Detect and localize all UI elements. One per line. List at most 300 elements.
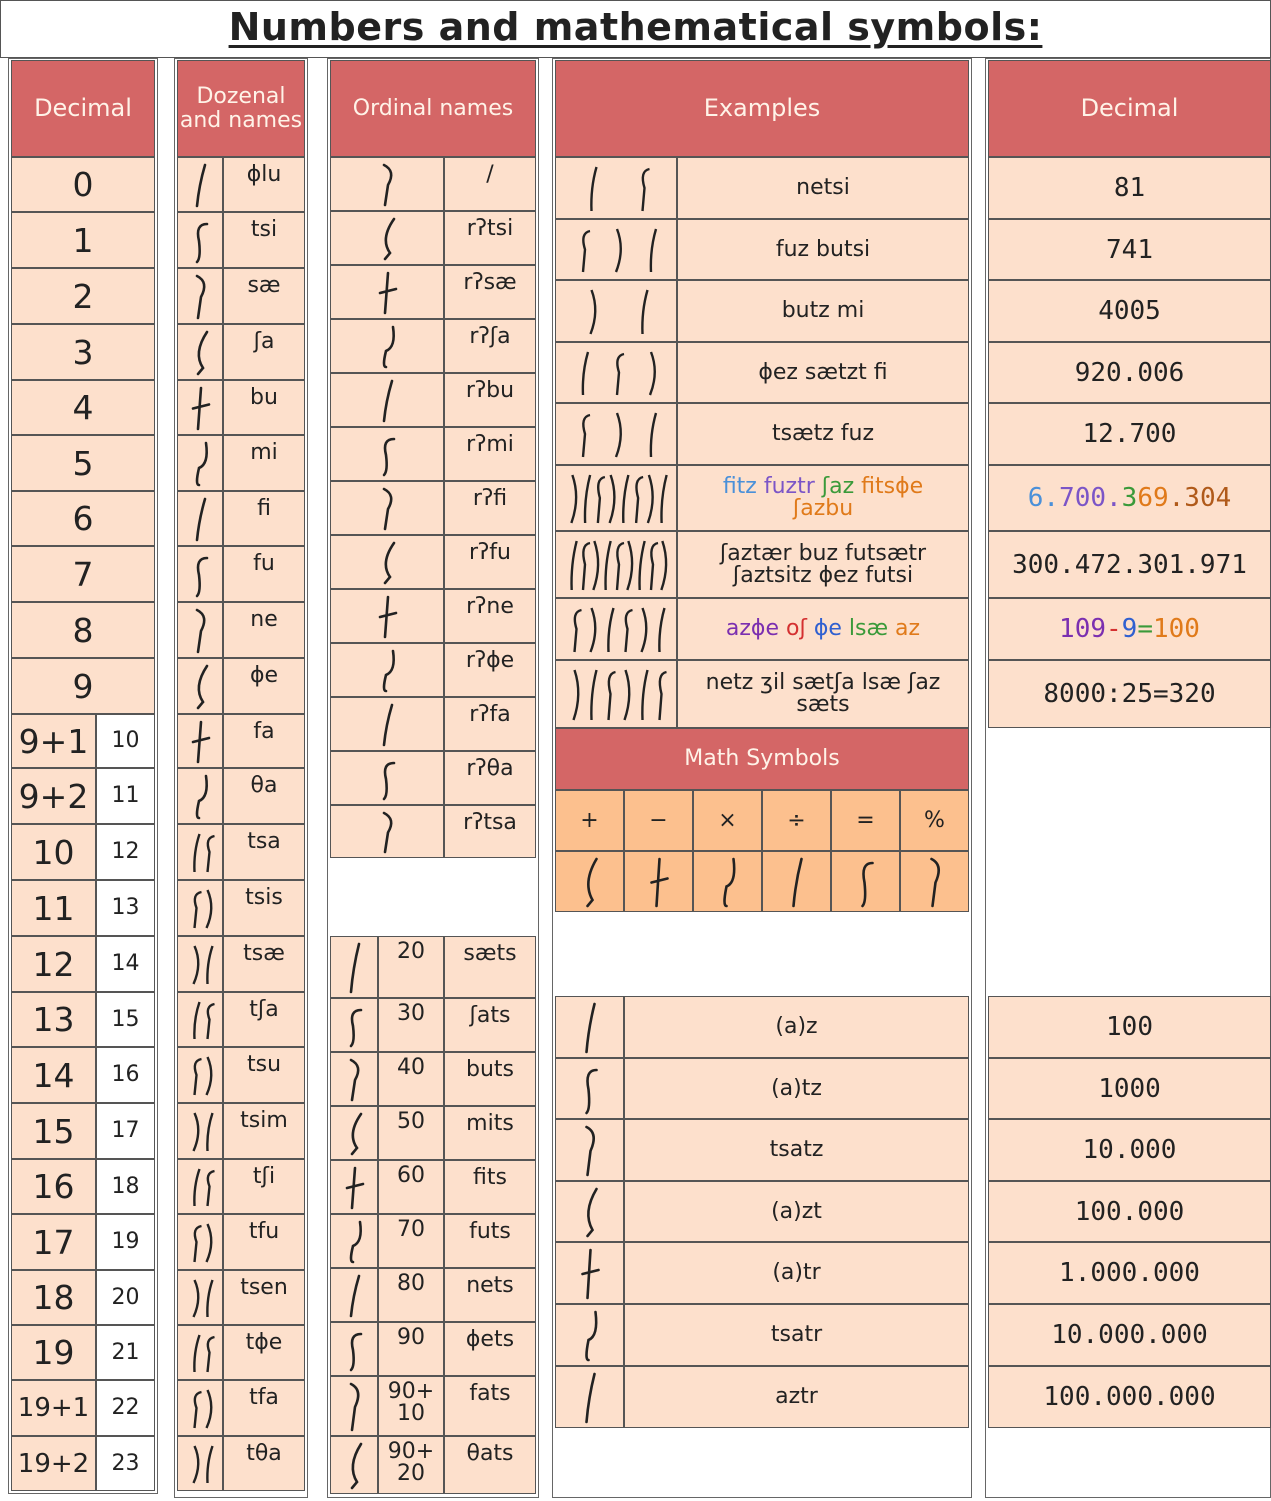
colored-number-part: 9	[1121, 614, 1138, 644]
power-glyph-cell	[555, 1304, 624, 1366]
dozenal-glyph-cell-icon	[178, 1436, 222, 1491]
decimal-value-cell: 23	[96, 1436, 155, 1491]
example-glyph-cell	[555, 531, 677, 598]
decimal-digit-cell: 7	[11, 546, 155, 602]
colored-number-part: 6.	[1027, 483, 1060, 513]
ordinal-header: Ordinal names	[330, 60, 536, 157]
dozenal-name-cell: tʃa	[223, 992, 305, 1047]
ordinal-name-cell: rʔfi	[444, 481, 536, 535]
dozenal-glyph-cell	[177, 714, 223, 768]
dozenal-glyph-cell-icon	[178, 1270, 222, 1325]
dozenal-glyph-cell-icon	[178, 380, 222, 435]
tens-glyph-cell-icon	[331, 1322, 377, 1376]
dozenal-name-cell: tθa	[223, 1436, 305, 1491]
power-glyph-cell-icon	[556, 1058, 623, 1119]
colored-number-part: 3	[1121, 483, 1138, 513]
dozenal-name-cell: tsi	[223, 212, 305, 268]
dozenal-glyph-cell	[177, 1325, 223, 1380]
ordinal-glyph-cell	[330, 373, 444, 427]
decimal-value-cell: 19	[96, 1214, 155, 1270]
math-symbol-cell: +	[555, 790, 624, 851]
example-glyph-cell-icon	[556, 342, 676, 403]
colored-example-line2: ʃazbu	[792, 496, 854, 521]
decimal-expr-cell: 16	[11, 1159, 96, 1214]
dozenal-glyph-cell	[177, 880, 223, 936]
decimal-value-cell: 17	[96, 1103, 155, 1159]
dozenal-glyph-cell-icon	[178, 936, 222, 992]
ordinal-name-cell: rʔθa	[444, 751, 536, 805]
power-name-cell: (a)tz	[624, 1058, 969, 1119]
tens-glyph-cell	[330, 1214, 378, 1268]
math-symbol-cell: %	[900, 790, 969, 851]
math-symbol-cell: −	[624, 790, 693, 851]
tens-name-cell: buts	[444, 1052, 536, 1106]
dozenal-glyph-cell	[177, 324, 223, 380]
tens-number-cell: 30	[378, 998, 444, 1052]
tens-number-cell: 50	[378, 1106, 444, 1160]
power-name-cell: tsatr	[624, 1304, 969, 1366]
example-text-cell: tsætz fuz	[677, 403, 969, 465]
colored-word: ʃaz	[821, 474, 862, 499]
decimal-value-cell: 22	[96, 1380, 155, 1436]
ordinal-glyph-cell-icon	[331, 265, 443, 319]
tens-number-cell: 80	[378, 1268, 444, 1322]
ordinal-glyph-cell	[330, 211, 444, 265]
page-title: Numbers and mathematical symbols:	[228, 5, 1043, 49]
ordinal-glyph-cell	[330, 805, 444, 858]
tens-name-cell: futs	[444, 1214, 536, 1268]
dozenal-glyph-cell-icon	[178, 824, 222, 880]
dozenal-glyph-cell	[177, 268, 223, 324]
decimal-expr-cell: 12	[11, 936, 96, 992]
dozenal-glyph-cell-icon	[178, 1047, 222, 1103]
ordinal-glyph-cell-icon	[331, 643, 443, 697]
decimal-right-cell: 8000:25=320	[988, 660, 1271, 728]
decimal-value-cell: 18	[96, 1159, 155, 1214]
decimal-digit-cell: 1	[11, 212, 155, 268]
ordinal-glyph-cell	[330, 751, 444, 805]
example-glyph-cell-icon	[556, 403, 676, 465]
decimal-digit-cell: 8	[11, 602, 155, 658]
ordinal-glyph-cell-icon	[331, 805, 443, 858]
decimal-expr-cell: 19+1	[11, 1380, 96, 1436]
math-symbol-glyph-cell	[762, 851, 831, 912]
decimal-digit-cell: 3	[11, 324, 155, 380]
example-text-cell: ʃaztær buz futsætr ʃaztsitz ɸez futsi	[677, 531, 969, 598]
example-glyph-cell-icon	[556, 157, 676, 219]
math-symbol-cell: ×	[693, 790, 762, 851]
tens-glyph-cell	[330, 1268, 378, 1322]
dozenal-glyph-cell-icon	[178, 714, 222, 768]
power-name-cell: tsatz	[624, 1119, 969, 1181]
example-text-cell: fuz butsi	[677, 219, 969, 280]
power-glyph-cell	[555, 1181, 624, 1242]
ordinal-glyph-cell	[330, 589, 444, 643]
colored-word: fitz	[722, 474, 764, 499]
math-symbol-glyph-cell	[693, 851, 762, 912]
colored-word: fitsɸe	[861, 474, 924, 499]
power-decimal-cell: 1000	[988, 1058, 1271, 1119]
math-symbol-cell: =	[831, 790, 900, 851]
example-glyph-cell-icon	[556, 531, 676, 598]
decimal-digit-cell: 2	[11, 268, 155, 324]
tens-name-cell: fats	[444, 1376, 536, 1436]
example-glyph-cell	[555, 219, 677, 280]
power-decimal-cell: 100	[988, 996, 1271, 1058]
ordinal-glyph-cell-icon	[331, 535, 443, 589]
decimal-right-cell: 12.700	[988, 403, 1271, 465]
dozenal-glyph-cell	[177, 1214, 223, 1270]
ordinal-glyph-cell-icon	[331, 373, 443, 427]
example-text-cell: netz ʒil sætʃa lsæ ʃaz sæts	[677, 660, 969, 728]
dozenal-glyph-cell-icon	[178, 880, 222, 936]
dozenal-glyph-cell	[177, 992, 223, 1047]
example-glyph-cell-icon	[556, 660, 676, 728]
tens-name-cell: ʃats	[444, 998, 536, 1052]
colored-example-line	[723, 476, 923, 498]
dozenal-name-cell: fu	[223, 546, 305, 602]
power-glyph-cell-icon	[556, 1304, 623, 1366]
dozenal-glyph-cell-icon	[178, 1103, 222, 1159]
tens-glyph-cell-icon	[331, 1376, 377, 1436]
dozenal-name-cell: tsa	[223, 824, 305, 880]
ordinal-glyph-cell	[330, 427, 444, 481]
colored-word: lsæ	[848, 616, 896, 641]
examples-header: Examples	[555, 60, 969, 157]
dozenal-glyph-cell-icon	[178, 1325, 222, 1380]
decimal-value-cell: 10	[96, 714, 155, 768]
dozenal-name-cell: tsu	[223, 1047, 305, 1103]
dozenal-glyph-cell	[177, 1380, 223, 1436]
decimal-expr-cell: 18	[11, 1270, 96, 1325]
ordinal-glyph-cell-icon	[331, 481, 443, 535]
ordinal-glyph-cell	[330, 643, 444, 697]
colored-number-part: =	[1137, 614, 1153, 644]
decimal-value-cell: 15	[96, 992, 155, 1047]
dozenal-name-cell: fi	[223, 491, 305, 546]
ordinal-name-cell: rʔbu	[444, 373, 536, 427]
tens-number-cell: 90+ 10	[378, 1376, 444, 1436]
tens-glyph-cell-icon	[331, 1214, 377, 1268]
tens-glyph-cell-icon	[331, 1436, 377, 1494]
decimal-digit-cell: 5	[11, 435, 155, 491]
decimal-value-cell: 14	[96, 936, 155, 992]
dozenal-glyph-cell-icon	[178, 157, 222, 212]
example-glyph-cell	[555, 660, 677, 728]
ordinal-name-cell: rʔtsa	[444, 805, 536, 858]
decimal-value-cell: 12	[96, 824, 155, 880]
dozenal-name-cell: mi	[223, 435, 305, 491]
decimal-digit-cell: 6	[11, 491, 155, 546]
decimal-expr-cell: 19+2	[11, 1436, 96, 1491]
dozenal-name-cell: ɸe	[223, 658, 305, 714]
example-glyph-cell	[555, 157, 677, 219]
dozenal-glyph-cell-icon	[178, 212, 222, 268]
decimal-right-cell	[988, 465, 1271, 531]
example-glyph-cell-icon	[556, 465, 676, 531]
page-title-bar	[0, 0, 1271, 58]
power-decimal-cell: 10.000.000	[988, 1304, 1271, 1366]
dozenal-glyph-cell	[177, 380, 223, 435]
ordinal-name-cell: rʔfa	[444, 697, 536, 751]
decimal-value-cell: 20	[96, 1270, 155, 1325]
ordinal-glyph-cell	[330, 265, 444, 319]
dozenal-name-cell: tɸe	[223, 1325, 305, 1380]
dozenal-name-cell: ʃa	[223, 324, 305, 380]
dozenal-glyph-cell	[177, 936, 223, 992]
colored-number-part: 700.	[1059, 483, 1122, 513]
dozenal-glyph-cell-icon	[178, 768, 222, 824]
decimal-right-cell: 920.006	[988, 342, 1271, 403]
colored-word: ɸe	[813, 616, 849, 641]
dozenal-name-cell: ɸlu	[223, 157, 305, 212]
decimal-header: Decimal	[11, 60, 155, 157]
tens-name-cell: sæts	[444, 936, 536, 998]
decimal-right-cell: 4005	[988, 280, 1271, 342]
tens-glyph-cell	[330, 1106, 378, 1160]
decimal-expr-cell: 17	[11, 1214, 96, 1270]
power-decimal-cell: 1.000.000	[988, 1242, 1271, 1304]
dozenal-name-cell: tsæ	[223, 936, 305, 992]
colored-word: oʃ	[785, 616, 814, 641]
dozenal-name-cell: sæ	[223, 268, 305, 324]
dozenal-glyph-cell-icon	[178, 268, 222, 324]
power-glyph-cell-icon	[556, 1119, 623, 1181]
example-text-cell: ɸez sætzt fi	[677, 342, 969, 403]
power-glyph-cell-icon	[556, 996, 623, 1058]
decimal-value-cell: 16	[96, 1047, 155, 1103]
dozenal-glyph-cell	[177, 157, 223, 212]
tens-glyph-cell-icon	[331, 998, 377, 1052]
tens-number-cell: 60	[378, 1160, 444, 1214]
dozenal-name-cell: tʃi	[223, 1159, 305, 1214]
dozenal-name-cell: θa	[223, 768, 305, 824]
dozenal-glyph-cell	[177, 212, 223, 268]
math-symbol-glyph-cell-icon	[556, 851, 623, 912]
dozenal-glyph-cell-icon	[178, 1214, 222, 1270]
decimal-right-cell: 300.472.301.971	[988, 531, 1271, 598]
colored-number-part: 100	[1152, 614, 1200, 644]
colored-example-text	[726, 618, 920, 640]
colored-number-part: .304	[1168, 483, 1232, 513]
decimal-right-cell: 741	[988, 219, 1271, 280]
dozenal-name-cell: tfa	[223, 1380, 305, 1436]
ordinal-glyph-cell	[330, 481, 444, 535]
ordinal-name-cell: rʔsæ	[444, 265, 536, 319]
dozenal-name-cell: fa	[223, 714, 305, 768]
example-text-cell	[677, 465, 969, 531]
ordinal-name-cell: rʔne	[444, 589, 536, 643]
colored-word: az	[895, 616, 921, 641]
math-symbols-header: Math Symbols	[555, 728, 969, 790]
decimal-expr-cell: 9+2	[11, 768, 96, 824]
dozenal-glyph-cell-icon	[178, 491, 222, 546]
ordinal-glyph-cell	[330, 319, 444, 373]
dozenal-glyph-cell	[177, 1436, 223, 1491]
decimal-expr-cell: 10	[11, 824, 96, 880]
decimal-digit-cell: 0	[11, 157, 155, 212]
ordinal-name-cell: rʔtsi	[444, 211, 536, 265]
decimal-digit-cell: 4	[11, 380, 155, 435]
math-symbol-glyph-cell-icon	[763, 851, 830, 912]
tens-number-cell: 90	[378, 1322, 444, 1376]
tens-name-cell: mits	[444, 1106, 536, 1160]
ordinal-glyph-cell-icon	[331, 319, 443, 373]
colored-word: azɸe	[725, 616, 786, 641]
decimal-value-cell: 13	[96, 880, 155, 936]
decimal-value-cell: 21	[96, 1325, 155, 1380]
example-glyph-cell	[555, 598, 677, 660]
tens-name-cell: ɸets	[444, 1322, 536, 1376]
dozenal-glyph-cell-icon	[178, 602, 222, 658]
dozenal-glyph-cell	[177, 546, 223, 602]
colored-number-part: -	[1106, 614, 1122, 644]
decimal-expr-cell: 15	[11, 1103, 96, 1159]
dozenal-name-cell: tfu	[223, 1214, 305, 1270]
dozenal-glyph-cell	[177, 491, 223, 546]
decimal-value-cell: 11	[96, 768, 155, 824]
dozenal-name-cell: tsen	[223, 1270, 305, 1325]
ordinal-glyph-cell	[330, 535, 444, 589]
ordinal-glyph-cell-icon	[331, 157, 443, 211]
dozenal-glyph-cell	[177, 602, 223, 658]
dozenal-glyph-cell	[177, 1270, 223, 1325]
dozenal-glyph-cell	[177, 1159, 223, 1214]
dozenal-glyph-cell	[177, 435, 223, 491]
ordinal-name-cell: /	[444, 157, 536, 211]
tens-glyph-cell	[330, 1376, 378, 1436]
tens-glyph-cell	[330, 1160, 378, 1214]
power-glyph-cell	[555, 1119, 624, 1181]
tens-glyph-cell	[330, 1322, 378, 1376]
tens-name-cell: θats	[444, 1436, 536, 1494]
ordinal-glyph-cell-icon	[331, 697, 443, 751]
math-symbol-glyph-cell	[831, 851, 900, 912]
dozenal-glyph-cell-icon	[178, 324, 222, 380]
math-symbol-cell: ÷	[762, 790, 831, 851]
example-text-cell: butz mi	[677, 280, 969, 342]
dozenal-glyph-cell-icon	[178, 1159, 222, 1214]
ordinal-glyph-cell-icon	[331, 589, 443, 643]
power-decimal-cell: 100.000	[988, 1181, 1271, 1242]
power-glyph-cell-icon	[556, 1242, 623, 1304]
dozenal-glyph-cell-icon	[178, 1380, 222, 1436]
decimal-right-header: Decimal	[988, 60, 1271, 157]
example-glyph-cell-icon	[556, 598, 676, 660]
ordinal-glyph-cell-icon	[331, 427, 443, 481]
power-glyph-cell	[555, 1366, 624, 1428]
dozenal-glyph-cell	[177, 1103, 223, 1159]
decimal-expr-cell: 13	[11, 992, 96, 1047]
example-glyph-cell	[555, 342, 677, 403]
ordinal-name-cell: rʔfu	[444, 535, 536, 589]
tens-name-cell: fits	[444, 1160, 536, 1214]
decimal-right-cell: 81	[988, 157, 1271, 219]
example-glyph-cell-icon	[556, 219, 676, 280]
decimal-expr-cell: 19	[11, 1325, 96, 1380]
dozenal-name-cell: bu	[223, 380, 305, 435]
dozenal-header: Dozenal and names	[177, 60, 305, 157]
tens-glyph-cell-icon	[331, 936, 377, 998]
dozenal-name-cell: ne	[223, 602, 305, 658]
tens-number-cell: 40	[378, 1052, 444, 1106]
ordinal-name-cell: rʔʃa	[444, 319, 536, 373]
ordinal-name-cell: rʔɸe	[444, 643, 536, 697]
power-glyph-cell	[555, 1058, 624, 1119]
example-glyph-cell	[555, 465, 677, 531]
dozenal-glyph-cell-icon	[178, 992, 222, 1047]
colored-number-part: 109	[1059, 614, 1107, 644]
example-glyph-cell-icon	[556, 280, 676, 342]
power-glyph-cell	[555, 996, 624, 1058]
decimal-expr-cell: 11	[11, 880, 96, 936]
ordinal-glyph-cell-icon	[331, 751, 443, 805]
power-glyph-cell-icon	[556, 1181, 623, 1242]
dozenal-glyph-cell-icon	[178, 435, 222, 491]
tens-glyph-cell	[330, 1052, 378, 1106]
tens-number-cell: 70	[378, 1214, 444, 1268]
dozenal-name-cell: tsis	[223, 880, 305, 936]
tens-glyph-cell	[330, 936, 378, 998]
dozenal-glyph-cell	[177, 1047, 223, 1103]
power-glyph-cell-icon	[556, 1366, 623, 1428]
tens-glyph-cell	[330, 1436, 378, 1494]
dozenal-glyph-cell	[177, 658, 223, 714]
tens-glyph-cell	[330, 998, 378, 1052]
ordinal-glyph-cell	[330, 157, 444, 211]
tens-glyph-cell-icon	[331, 1160, 377, 1214]
decimal-expr-cell: 9+1	[11, 714, 96, 768]
math-symbol-glyph-cell	[555, 851, 624, 912]
dozenal-glyph-cell-icon	[178, 546, 222, 602]
colored-example-text	[723, 476, 923, 520]
math-symbol-glyph-cell-icon	[694, 851, 761, 912]
power-decimal-cell: 100.000.000	[988, 1366, 1271, 1428]
math-symbol-glyph-cell-icon	[901, 851, 968, 912]
example-glyph-cell	[555, 280, 677, 342]
power-name-cell: (a)zt	[624, 1181, 969, 1242]
tens-number-cell: 20	[378, 936, 444, 998]
power-name-cell: (a)z	[624, 996, 969, 1058]
colored-number-part: 69	[1137, 483, 1169, 513]
power-glyph-cell	[555, 1242, 624, 1304]
dozenal-glyph-cell	[177, 824, 223, 880]
ordinal-name-cell: rʔmi	[444, 427, 536, 481]
tens-glyph-cell-icon	[331, 1052, 377, 1106]
decimal-digit-cell: 9	[11, 658, 155, 714]
example-glyph-cell	[555, 403, 677, 465]
dozenal-glyph-cell-icon	[178, 658, 222, 714]
decimal-expr-cell: 14	[11, 1047, 96, 1103]
power-name-cell: (a)tr	[624, 1242, 969, 1304]
math-symbol-glyph-cell-icon	[625, 851, 692, 912]
tens-name-cell: nets	[444, 1268, 536, 1322]
math-symbol-glyph-cell-icon	[832, 851, 899, 912]
colored-example-line	[726, 618, 920, 640]
math-symbol-glyph-cell	[624, 851, 693, 912]
tens-number-cell: 90+ 20	[378, 1436, 444, 1494]
decimal-right-cell	[988, 598, 1271, 660]
example-text-cell: netsi	[677, 157, 969, 219]
dozenal-glyph-cell	[177, 768, 223, 824]
tens-glyph-cell-icon	[331, 1106, 377, 1160]
ordinal-glyph-cell-icon	[331, 211, 443, 265]
dozenal-name-cell: tsim	[223, 1103, 305, 1159]
example-text-cell	[677, 598, 969, 660]
tens-glyph-cell-icon	[331, 1268, 377, 1322]
power-name-cell: aztr	[624, 1366, 969, 1428]
ordinal-glyph-cell	[330, 697, 444, 751]
